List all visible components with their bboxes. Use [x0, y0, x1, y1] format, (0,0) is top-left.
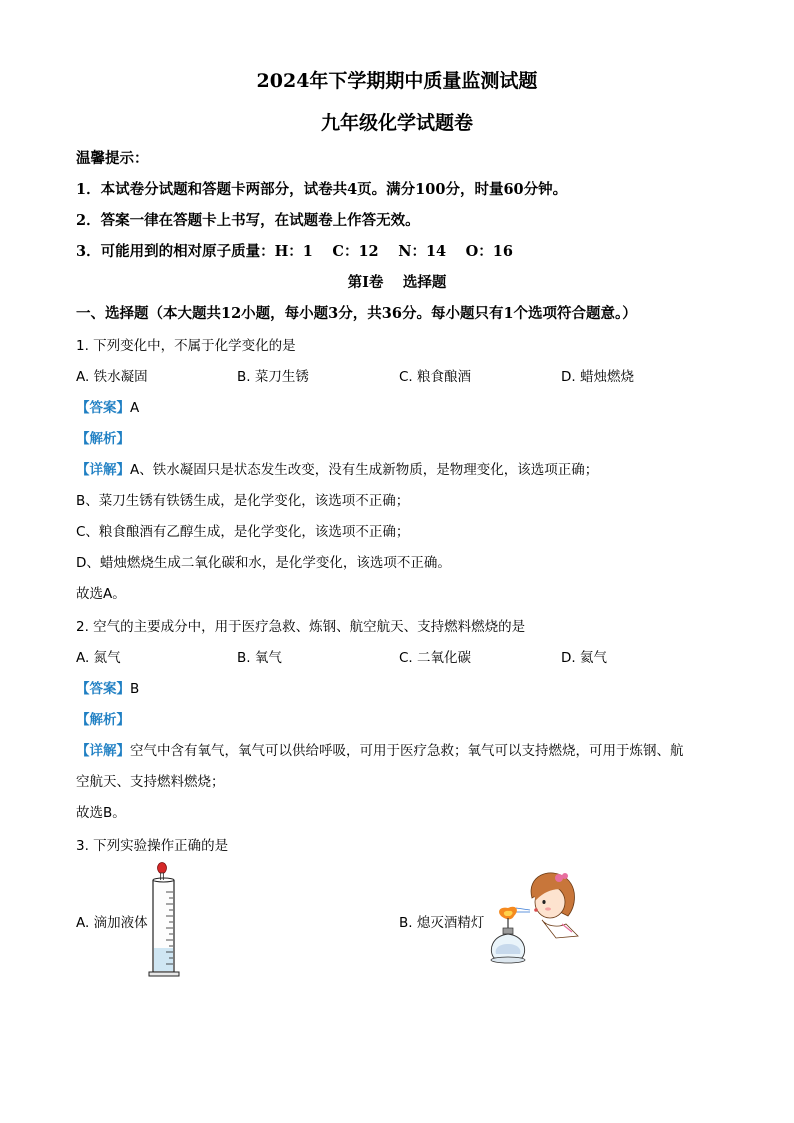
- section-title: 第Ⅰ卷 选择题: [347, 274, 447, 291]
- question-1-stem: 1. 下列变化中，不属于化学变化的是: [76, 338, 296, 354]
- question-2-detail-line-1: [76, 739, 684, 759]
- question-1-analysis-tag: 【解析】: [76, 431, 130, 447]
- detail-tag: 【详解】: [76, 462, 130, 478]
- question-2-detail-line-2: 空航天、支持燃料燃烧；: [76, 774, 225, 790]
- part-heading: 一、选择题（本大题共12小题，每小题3分，共36分。每小题只有1个选项符合题意。）: [76, 305, 637, 322]
- question-2-answer: [76, 677, 139, 697]
- question-1-option-a: A. 铁水凝固: [76, 369, 148, 385]
- question-1-answer: [76, 396, 139, 416]
- question-1-detail-line-4: D、蜡烛燃烧生成二氧化碳和水，是化学变化，该选项不正确。: [76, 555, 451, 571]
- question-2-option-b: B. 氧气: [237, 650, 282, 666]
- answer-tag: 【答案】: [76, 400, 130, 416]
- question-2-option-d: D. 氦气: [561, 650, 607, 666]
- notice-item-3: 3．可能用到的相对原子质量：H：1 C：12 N：14 O：16: [76, 243, 513, 260]
- notice-heading: 温馨提示：: [76, 150, 149, 167]
- question-1-detail-line-3: C、粮食酿酒有乙醇生成，是化学变化，该选项不正确；: [76, 524, 410, 540]
- question-2-conclusion: 故选B。: [76, 805, 126, 821]
- question-2-option-a: A. 氮气: [76, 650, 121, 666]
- page-title: 2024年下学期期中质量监测试题: [256, 70, 538, 92]
- question-2-stem: 2. 空气的主要成分中，用于医疗急救、炼钢、航空航天、支持燃料燃烧的是: [76, 619, 526, 635]
- detail-tag: 【详解】: [76, 743, 130, 759]
- question-1-detail-line-2: B、菜刀生锈有铁锈生成，是化学变化，该选项不正确；: [76, 493, 410, 509]
- answer-value: A: [130, 400, 140, 416]
- question-1-option-d: D. 蜡烛燃烧: [561, 369, 634, 385]
- question-1-option-c: C. 粮食酿酒: [399, 369, 472, 385]
- answer-tag: 【答案】: [76, 681, 130, 697]
- question-2-option-c: C. 二氧化碳: [399, 650, 472, 666]
- detail-text: A、铁水凝固只是状态发生改变，没有生成新物质，是物理变化，该选项正确；: [130, 462, 599, 478]
- notice-item-1: 1．本试卷分试题和答题卡两部分，试卷共4页。满分100分，时量60分钟。: [76, 181, 568, 198]
- question-3-option-b: B. 熄灭酒精灯: [399, 915, 485, 931]
- question-3-option-a: A. 滴加液体: [76, 915, 148, 931]
- question-3-stem: 3. 下列实验操作正确的是: [76, 838, 229, 854]
- notice-item-2: 2．答案一律在答题卡上书写，在试题卷上作答无效。: [76, 212, 420, 229]
- question-1-conclusion: 故选A。: [76, 586, 126, 602]
- question-1-option-b: B. 菜刀生锈: [237, 369, 309, 385]
- answer-value: B: [130, 681, 140, 697]
- dropper-cylinder-illustration: [148, 860, 188, 980]
- question-2-analysis-tag: 【解析】: [76, 712, 130, 728]
- blowing-out-alcohol-lamp-illustration: [486, 866, 582, 972]
- question-1-detail-line-1: [76, 458, 598, 478]
- page-subtitle: 九年级化学试题卷: [320, 112, 473, 134]
- detail-text: 空气中含有氧气，氧气可以供给呼吸，可用于医疗急救；氧气可以支持燃烧，可用于炼钢、航: [130, 743, 684, 759]
